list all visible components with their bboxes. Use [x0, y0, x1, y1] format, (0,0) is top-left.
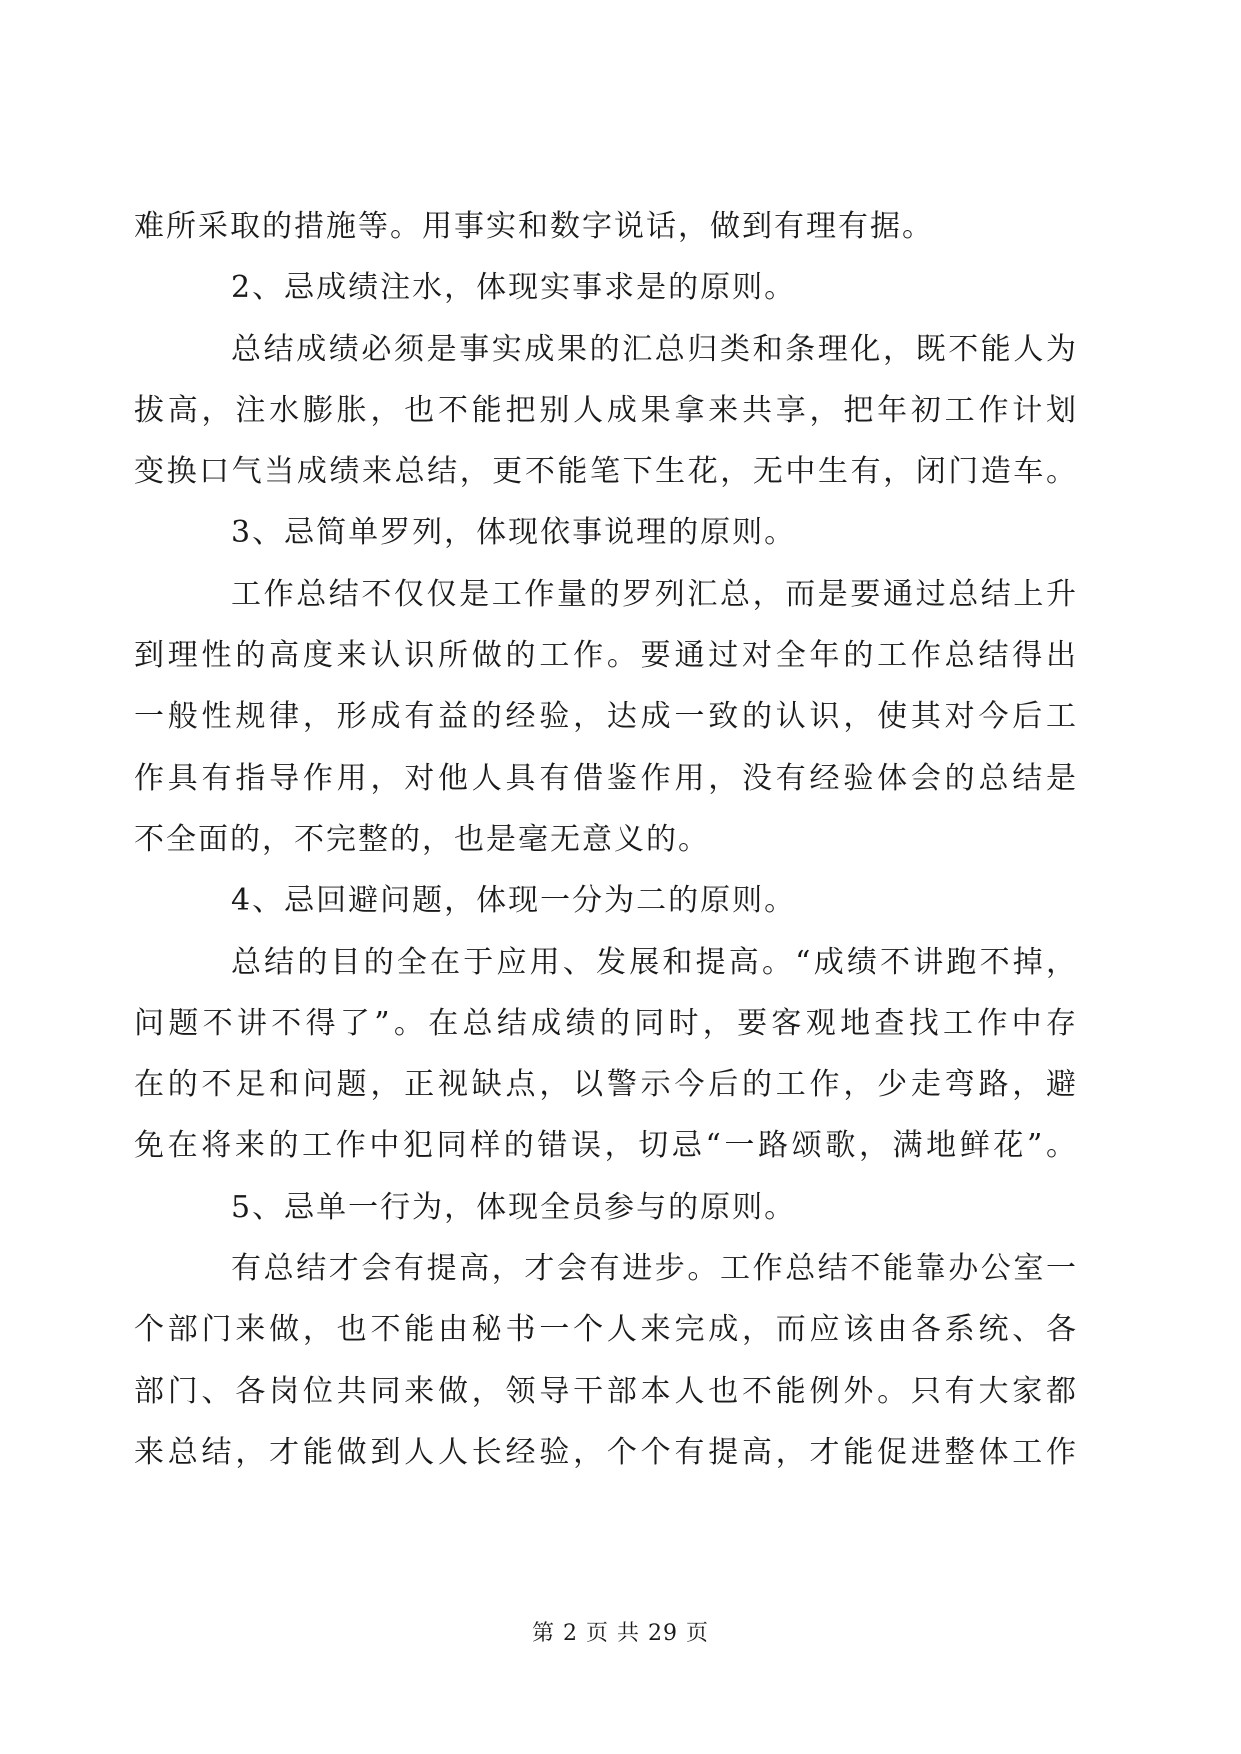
paragraph-line: 有总结才会有提高，才会有进步。工作总结不能靠办公室一: [231, 1251, 1078, 1287]
paragraph-line: 难所采取的措施等。用事实和数字说话，做到有理有据。: [134, 209, 934, 244]
section-heading: 3、忌简单罗列，体现依事说理的原则。: [231, 515, 797, 551]
paragraph-line: 作具有指导作用，对他人具有借鉴作用，没有经验体会的总结是: [134, 760, 1078, 796]
paragraph-line: 工作总结不仅仅是工作量的罗列汇总，而是要通过总结上升: [231, 576, 1078, 612]
page-number-footer: 第 2 页 共 29 页: [532, 1621, 709, 1646]
paragraph-line: 不全面的，不完整的，也是毫无意义的。: [134, 821, 710, 857]
paragraph-line: 在的不足和问题，正视缺点，以警示今后的工作，少走弯路，避: [134, 1067, 1078, 1103]
document-body: [134, 196, 1078, 1483]
section-heading: 4、忌回避问题，体现一分为二的原则。: [231, 883, 797, 919]
paragraph-line: 总结的目的全在于应用、发展和提高。“成绩不讲跑不掉，: [231, 944, 1078, 980]
paragraph-line: 总结成绩必须是事实成果的汇总归类和条理化，既不能人为: [231, 331, 1078, 367]
section-heading: 2、忌成绩注水，体现实事求是的原则。: [231, 270, 797, 306]
paragraph-line: 拔高，注水膨胀，也不能把别人成果拿来共享，把年初工作计划: [134, 392, 1078, 428]
paragraph-line: 部门、各岗位共同来做，领导干部本人也不能例外。只有大家都: [134, 1373, 1078, 1409]
paragraph-line: 一般性规律，形成有益的经验，达成一致的认识，使其对今后工: [134, 699, 1078, 735]
paragraph-line: 问题不讲不得了”。在总结成绩的同时，要客观地查找工作中存: [134, 1005, 1078, 1041]
paragraph-line: 变换口气当成绩来总结，更不能笔下生花，无中生有，闭门造车。: [134, 454, 1078, 490]
paragraph-line: 到理性的高度来认识所做的工作。要通过对全年的工作总结得出: [134, 638, 1078, 674]
section-heading: 5、忌单一行为，体现全员参与的原则。: [231, 1189, 797, 1225]
paragraph-line: 免在将来的工作中犯同样的错误，切忌“一路颂歌，满地鲜花”。: [134, 1128, 1078, 1164]
paragraph-line: 个部门来做，也不能由秘书一个人来完成，而应该由各系统、各: [134, 1312, 1078, 1348]
paragraph-line: 来总结，才能做到人人长经验，个个有提高，才能促进整体工作: [134, 1434, 1078, 1470]
